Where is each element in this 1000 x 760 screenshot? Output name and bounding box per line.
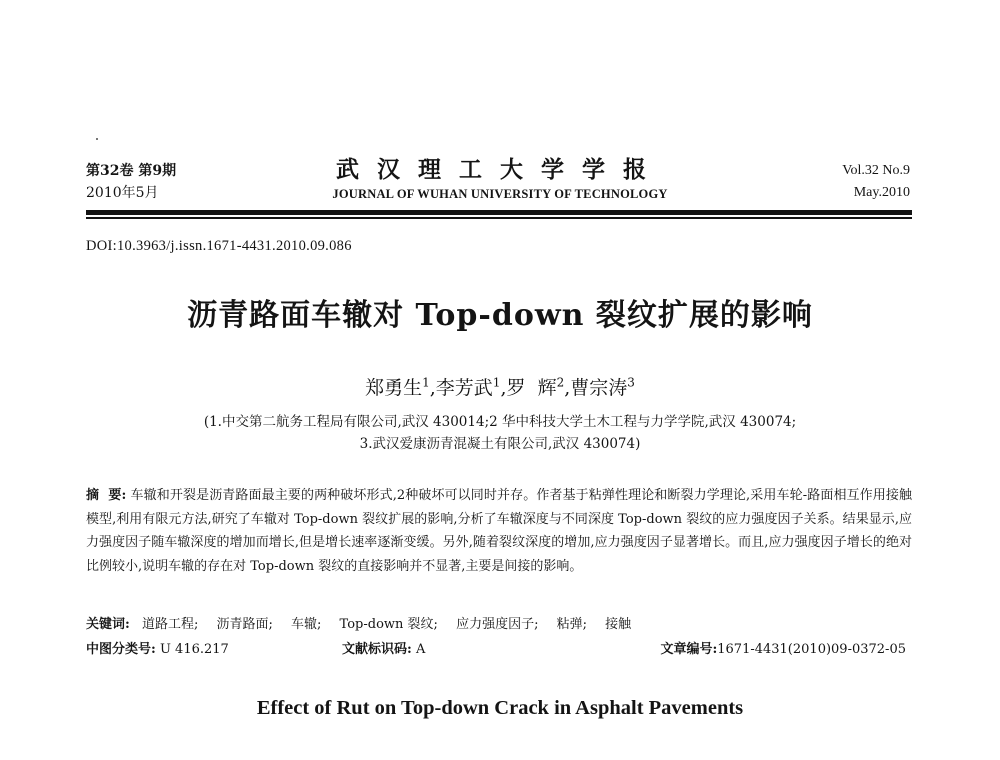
paper-title-en: Effect of Rut on Top-down Crack in Asphalt Pavements [256, 697, 744, 719]
keywords [86, 613, 645, 632]
author-affil-mark: 1 [492, 375, 501, 390]
author-name: 曹宗涛 [570, 377, 628, 399]
volume-issue-en: Vol.32 No.9 [842, 163, 910, 178]
clc-number [86, 638, 229, 657]
document-code [342, 638, 425, 657]
scan-speck [96, 138, 98, 140]
journal-title-cn: 武汉理工大学学报 [336, 156, 664, 183]
header-right [842, 160, 910, 204]
abstract [86, 484, 912, 578]
keyword-item: 道路工程; [141, 617, 199, 632]
author-list: 郑勇生$^1$,李芳武$^1$,罗 辉$^2$,曹宗涛$^3$ [365, 375, 635, 399]
clc-label: 中图分类号: [86, 642, 156, 657]
affiliations [0, 411, 1000, 455]
header-rule-thin [86, 217, 912, 219]
author-name: 罗 辉 [506, 377, 557, 399]
abstract-text: 车辙和开裂是沥青路面最主要的两种破坏形式,2种破坏可以同时并存。作者基于粘弹性理论和断裂力学理论,采用车轮-路面相互作用接触模型,利用有限元方法,研究了车辙对 Top-down 裂纹扩展的影响,分析了车辙深度与不同深度 Top-down 裂纹的应力强度因子关系。结果显示,应力强度因子随车辙深度的增加而增长,但是增长速率逐渐变缓。另外,随着裂纹深度的增加,应力强度因子显著增长。而且,应力强度因子增长的绝对比例较小,说明车辙的存在对 Top-down 裂纹的直接影响并不显著,主要是间接的影响。 [86, 488, 912, 574]
date-en: May.2010 [853, 185, 910, 200]
doi[interactable]: DOI:10.3963/j.issn.1671-4431.2010.09.086 [86, 238, 352, 254]
keyword-item: 应力强度因子; [456, 617, 539, 632]
journal-masthead [250, 155, 750, 203]
paper-title-cn: 沥青路面车辙对 Top-down 裂纹扩展的影响 [187, 298, 813, 333]
date-cn: 2010年5月 [86, 185, 159, 201]
author-affil-mark: 3 [627, 375, 635, 390]
keyword-item: 车辙; [291, 617, 322, 632]
article-number [660, 638, 906, 657]
header-rule-thick [86, 210, 912, 215]
author-name: 郑勇生 [365, 377, 423, 399]
abstract-label: 摘 要: [86, 488, 127, 503]
keyword-item: Top-down 裂纹; [339, 617, 438, 632]
doc-label: 文献标识码: [342, 642, 412, 657]
header-left [86, 160, 176, 204]
journal-title-en: JOURNAL OF WUHAN UNIVERSITY OF TECHNOLOGY [332, 187, 668, 201]
keywords-label: 关键词: [86, 617, 130, 632]
doc-value: A [415, 642, 426, 657]
author-affil-mark: 2 [556, 375, 565, 390]
author-name: 李芳武 [435, 377, 493, 399]
art-value: 1671-4431(2010)09-0372-05 [717, 642, 906, 657]
art-label: 文章编号: [660, 642, 718, 657]
keyword-item: 接触 [605, 617, 632, 632]
affiliation-line-2: 3.武汉爱康沥青混凝土有限公司,武汉 430074) [359, 436, 641, 452]
keyword-item: 沥青路面; [216, 617, 273, 632]
keyword-item: 粘弹; [556, 617, 587, 632]
volume-issue-cn: 第32卷 第9期 [86, 163, 177, 179]
clc-value: U 416.217 [159, 642, 229, 657]
affiliation-line-1: (1.中交第二航务工程局有限公司,武汉 430014;2 华中科技大学土木工程与力学学院,武汉 430074; [203, 414, 797, 430]
author-affil-mark: 1 [422, 375, 430, 390]
